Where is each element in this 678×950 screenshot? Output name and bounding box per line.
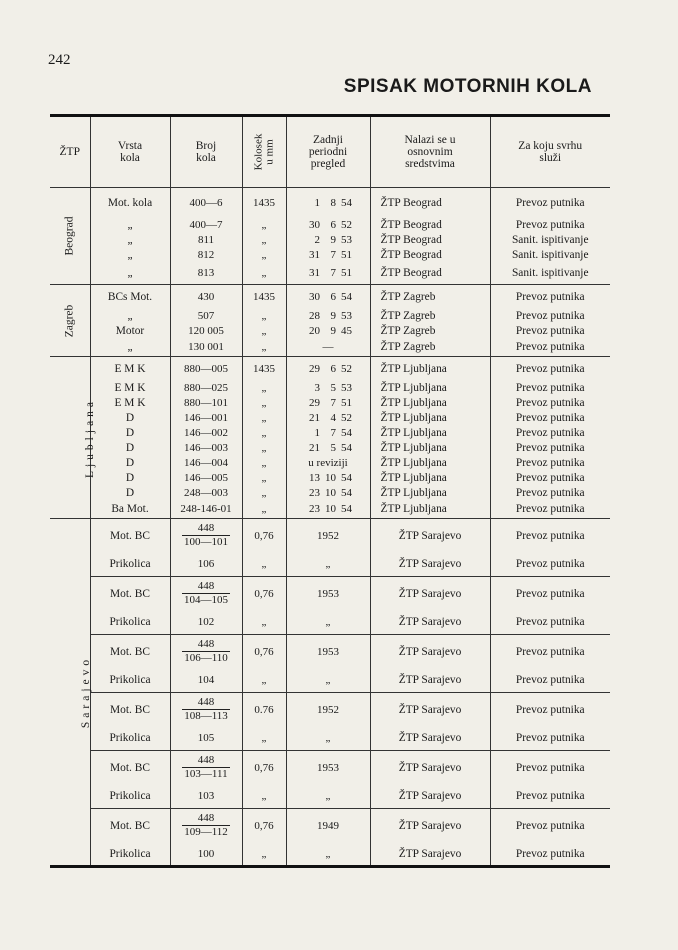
pregled-day: 23 [309, 487, 320, 499]
table-row [50, 411, 610, 426]
broj-cell: 880—005 [170, 357, 242, 381]
svrha-cell: Prevoz putnika [490, 501, 610, 519]
kolosek-cell: „ [242, 396, 286, 411]
table-row [50, 577, 610, 611]
table-row [50, 553, 610, 577]
vrsta-cell: Prikolica [90, 843, 170, 867]
broj-cell: 102 [170, 611, 242, 635]
kolosek-cell: „ [242, 785, 286, 809]
pregled-day: 30 [309, 219, 320, 231]
kolosek-cell: „ [242, 381, 286, 396]
table-row [50, 381, 610, 396]
broj-cell [170, 577, 242, 611]
pregled-cell: — [286, 339, 370, 357]
pregled-cell: „ [286, 611, 370, 635]
vrsta-cell: E M K [90, 396, 170, 411]
pregled-month: 6 [330, 219, 336, 231]
nalazi-cell: ŽTP Beograd [370, 218, 490, 233]
table-row [50, 248, 610, 263]
vrsta-cell: „ [90, 248, 170, 263]
svrha-cell: Prevoz putnika [515, 847, 585, 860]
nalazi-cell: ŽTP Beograd [370, 248, 490, 263]
vrsta-cell: Prikolica [90, 727, 170, 751]
nalazi-cell: ŽTP Zagreb [370, 339, 490, 357]
svrha-cell: Prevoz putnika [515, 310, 585, 322]
svrha-cell: Sanit. ispitivanje [490, 263, 610, 285]
kolosek-cell: „ [242, 611, 286, 635]
nalazi-cell: ŽTP Sarajevo [370, 577, 490, 611]
svrha-cell: Prevoz putnika [515, 645, 585, 658]
nalazi-cell: ŽTP Sarajevo [370, 843, 490, 867]
pregled-cell [286, 285, 370, 309]
broj-numerator: 448 [197, 754, 215, 767]
svrha-cell: Prevoz putnika [515, 819, 585, 832]
svrha-cell: Sanit. ispitivanje [511, 249, 589, 261]
pregled-month: 7 [330, 249, 336, 261]
table-row [50, 324, 610, 339]
svrha-cell: Prevoz putnika [490, 611, 610, 635]
pregled-month: 9 [330, 234, 336, 246]
pregled-cell [286, 381, 370, 396]
pregled-day: 21 [309, 412, 320, 424]
broj-numerator: 448 [197, 638, 215, 651]
table-row [50, 809, 610, 843]
nalazi-cell: ŽTP Zagreb [370, 309, 490, 324]
pregled-cell: 1953 [286, 577, 370, 611]
pregled-month: 10 [325, 472, 336, 484]
table-row [50, 218, 610, 233]
pregled-cell [286, 263, 370, 285]
table-row [50, 785, 610, 809]
pregled-year: 54 [341, 427, 352, 439]
svrha-cell: Prevoz putnika [515, 703, 585, 716]
nalazi-cell: ŽTP Sarajevo [370, 635, 490, 669]
pregled-day: 21 [309, 442, 320, 454]
pregled-year: 54 [341, 472, 352, 484]
table-row [50, 843, 610, 867]
vrsta-cell: D [90, 441, 170, 456]
kolosek-cell: „ [242, 218, 286, 233]
section-ztp-label: Ljubljana [50, 357, 90, 519]
kolosek-cell: „ [242, 411, 286, 426]
vrsta-cell: Ba Mot. [90, 501, 170, 519]
pregled-cell [286, 441, 370, 456]
svrha-cell: Prevoz putnika [515, 761, 585, 774]
vrsta-cell: BCs Mot. [90, 285, 170, 309]
nalazi-cell: ŽTP Ljubljana [370, 357, 490, 381]
nalazi-cell: ŽTP Ljubljana [370, 471, 490, 486]
pregled-year: 54 [341, 503, 352, 516]
nalazi-cell: ŽTP Ljubljana [370, 501, 490, 519]
svrha-cell: Prevoz putnika [490, 727, 610, 751]
section-ztp-label: Beograd [50, 188, 90, 285]
pregled-cell: „ [286, 669, 370, 693]
nalazi-cell: ŽTP Ljubljana [370, 411, 490, 426]
pregled-cell: 1952 [286, 519, 370, 553]
kolosek-cell: 0,76 [242, 577, 286, 611]
pregled-month: 10 [325, 487, 336, 499]
broj-denominator: 104—105 [184, 594, 228, 607]
vrsta-cell: Motor [90, 324, 170, 339]
svrha-cell: Prevoz putnika [515, 529, 585, 542]
pregled-year: 52 [341, 219, 352, 231]
kolosek-cell: „ [242, 441, 286, 456]
table-row [50, 396, 610, 411]
table-row [50, 339, 610, 357]
svrha-cell: Prevoz putnika [515, 325, 585, 337]
vrsta-cell: Prikolica [90, 785, 170, 809]
broj-cell: 248—003 [170, 486, 242, 501]
pregled-cell [286, 357, 370, 381]
kolosek-cell: „ [242, 248, 286, 263]
pregled-cell: „ [286, 843, 370, 867]
vrsta-cell: Prikolica [90, 611, 170, 635]
vrsta-cell: „ [90, 218, 170, 233]
svrha-cell: Prevoz putnika [490, 553, 610, 577]
kolosek-cell: „ [242, 426, 286, 441]
svrha-cell: Prevoz putnika [515, 382, 585, 394]
nalazi-cell: ŽTP Beograd [370, 263, 490, 285]
vrsta-cell: Mot. BC [90, 751, 170, 785]
kolosek-cell: 0,76 [242, 751, 286, 785]
pregled-cell: „ [286, 785, 370, 809]
pregled-day: 31 [309, 267, 320, 280]
svrha-cell: Prevoz putnika [515, 412, 585, 424]
broj-cell: 146—005 [170, 471, 242, 486]
vrsta-cell: „ [90, 263, 170, 285]
table-row [50, 486, 610, 501]
svrha-cell: Prevoz putnika [515, 219, 585, 231]
table-row [50, 233, 610, 248]
broj-cell [170, 751, 242, 785]
pregled-month: 10 [325, 503, 336, 516]
nalazi-cell: ŽTP Ljubljana [370, 486, 490, 501]
pregled-month: 5 [330, 442, 336, 454]
table-row [50, 285, 610, 309]
table-row [50, 727, 610, 751]
pregled-month: 7 [330, 267, 336, 280]
nalazi-cell: ŽTP Ljubljana [370, 426, 490, 441]
kolosek-cell: 0,76 [242, 809, 286, 843]
broj-denominator: 108—113 [184, 710, 228, 723]
pregled-year: 52 [341, 362, 352, 375]
kolosek-cell: „ [242, 486, 286, 501]
broj-cell: 811 [170, 233, 242, 248]
pregled-cell [286, 396, 370, 411]
pregled-month: 9 [330, 325, 336, 337]
pregled-day: 30 [309, 290, 320, 303]
broj-cell [170, 693, 242, 727]
section-ztp-label: Zagreb [50, 285, 90, 357]
svrha-cell: Prevoz putnika [515, 442, 585, 454]
pregled-cell: „ [286, 727, 370, 751]
broj-cell: 146—002 [170, 426, 242, 441]
broj-cell: 880—025 [170, 381, 242, 396]
broj-cell [170, 519, 242, 553]
pregled-year: 51 [341, 397, 352, 409]
svrha-cell: Prevoz putnika [515, 397, 585, 409]
nalazi-cell: ŽTP Sarajevo [370, 693, 490, 727]
pregled-year: 45 [341, 325, 352, 337]
pregled-cell: 1952 [286, 693, 370, 727]
table-row [50, 188, 610, 218]
pregled-year: 53 [341, 234, 352, 246]
header-kolosek: Kolosek u mm [242, 116, 286, 188]
page-number: 242 [48, 52, 71, 68]
svrha-cell: Prevoz putnika [490, 339, 610, 357]
pregled-day: 23 [309, 503, 320, 516]
kolosek-cell: „ [242, 669, 286, 693]
broj-numerator: 448 [197, 580, 215, 593]
header-zadnji: Zadnji periodni pregled [286, 116, 370, 188]
pregled-day: 3 [314, 382, 320, 394]
kolosek-cell: „ [242, 843, 286, 867]
svrha-cell: Prevoz putnika [515, 196, 585, 209]
pregled-day: 20 [309, 325, 320, 337]
pregled-month: 6 [330, 362, 336, 375]
broj-cell: 400—7 [170, 218, 242, 233]
svrha-cell: Prevoz putnika [515, 427, 585, 439]
vrsta-cell: D [90, 471, 170, 486]
pregled-cell [286, 188, 370, 218]
kolosek-cell: 1435 [242, 357, 286, 381]
vrsta-cell: Mot. BC [90, 577, 170, 611]
broj-cell [170, 635, 242, 669]
table-row [50, 471, 610, 486]
broj-numerator: 448 [197, 696, 215, 709]
table-row [50, 309, 610, 324]
pregled-cell: 1949 [286, 809, 370, 843]
svrha-cell: Sanit. ispitivanje [511, 234, 589, 246]
pregled-cell: u reviziji [286, 456, 370, 471]
header-ztp: ŽTP [50, 116, 90, 188]
vrsta-cell: D [90, 456, 170, 471]
nalazi-cell: ŽTP Ljubljana [370, 441, 490, 456]
pregled-cell: 1953 [286, 635, 370, 669]
vrsta-cell: E M K [90, 381, 170, 396]
nalazi-cell: ŽTP Ljubljana [370, 456, 490, 471]
kolosek-cell: „ [242, 456, 286, 471]
kolosek-cell: „ [242, 324, 286, 339]
nalazi-cell: ŽTP Sarajevo [370, 553, 490, 577]
broj-cell: 812 [170, 248, 242, 263]
nalazi-cell: ŽTP Sarajevo [370, 727, 490, 751]
nalazi-cell: ŽTP Sarajevo [370, 809, 490, 843]
kolosek-cell: „ [242, 727, 286, 751]
kolosek-cell: „ [242, 501, 286, 519]
pregled-cell: 1953 [286, 751, 370, 785]
broj-cell: 120 005 [170, 324, 242, 339]
broj-cell: 106 [170, 553, 242, 577]
header-za-koju: Za koju svrhu služi [490, 116, 610, 188]
nalazi-cell: ŽTP Sarajevo [370, 611, 490, 635]
broj-numerator: 448 [197, 812, 215, 825]
pregled-day: 28 [309, 310, 320, 322]
pregled-day: 29 [309, 397, 320, 409]
nalazi-cell: ŽTP Beograd [370, 233, 490, 248]
svrha-cell: Prevoz putnika [490, 669, 610, 693]
table-row [50, 426, 610, 441]
table-row [50, 751, 610, 785]
vrsta-cell: Mot. BC [90, 519, 170, 553]
broj-cell: 248-146-01 [170, 501, 242, 519]
broj-cell: 104 [170, 669, 242, 693]
pregled-cell [286, 486, 370, 501]
pregled-cell [286, 309, 370, 324]
vrsta-cell: „ [90, 339, 170, 357]
pregled-month: 5 [330, 382, 336, 394]
broj-cell: 146—003 [170, 441, 242, 456]
table-row [50, 519, 610, 553]
vrsta-cell: Mot. BC [90, 635, 170, 669]
vrsta-cell: D [90, 411, 170, 426]
pregled-day: 2 [314, 234, 320, 246]
pregled-year: 54 [341, 442, 352, 454]
pregled-year: 53 [341, 310, 352, 322]
table-row [50, 669, 610, 693]
header-nalazi: Nalazi se u osnovnim sredstvima [370, 116, 490, 188]
vrsta-cell: Prikolica [90, 553, 170, 577]
pregled-cell [286, 411, 370, 426]
kolosek-cell: 0,76 [242, 635, 286, 669]
svrha-cell: Prevoz putnika [515, 457, 585, 469]
pregled-day: 1 [314, 427, 320, 439]
table-row [50, 456, 610, 471]
svrha-cell: Prevoz putnika [515, 587, 585, 600]
broj-cell: 400—6 [170, 188, 242, 218]
pregled-day: 31 [309, 249, 320, 261]
pregled-day: 1 [314, 196, 320, 209]
kolosek-cell: „ [242, 263, 286, 285]
pregled-cell [286, 471, 370, 486]
pregled-cell [286, 233, 370, 248]
svrha-cell: Prevoz putnika [490, 785, 610, 809]
broj-cell [170, 809, 242, 843]
pregled-day: 13 [309, 472, 320, 484]
nalazi-cell: ŽTP Sarajevo [370, 785, 490, 809]
svrha-cell: Prevoz putnika [515, 290, 585, 303]
broj-cell: 146—004 [170, 456, 242, 471]
broj-cell: 130 001 [170, 339, 242, 357]
pregled-month: 4 [330, 412, 336, 424]
broj-cell: 813 [170, 263, 242, 285]
nalazi-cell: ŽTP Beograd [370, 188, 490, 218]
vrsta-cell: „ [90, 309, 170, 324]
svrha-cell: Prevoz putnika [515, 487, 585, 499]
table-row [50, 357, 610, 381]
table-row [50, 263, 610, 285]
table-row [50, 611, 610, 635]
pregled-cell: „ [286, 553, 370, 577]
nalazi-cell: ŽTP Sarajevo [370, 519, 490, 553]
motor-cars-table [50, 114, 610, 868]
pregled-cell [286, 218, 370, 233]
kolosek-cell: „ [242, 471, 286, 486]
vrsta-cell: E M K [90, 357, 170, 381]
nalazi-cell: ŽTP Ljubljana [370, 396, 490, 411]
nalazi-cell: ŽTP Sarajevo [370, 751, 490, 785]
header-vrsta: Vrsta kola [90, 116, 170, 188]
vrsta-cell: Prikolica [90, 669, 170, 693]
kolosek-cell: „ [242, 233, 286, 248]
pregled-year: 52 [341, 412, 352, 424]
broj-denominator: 109—112 [184, 826, 228, 839]
vrsta-cell: D [90, 486, 170, 501]
pregled-month: 7 [330, 397, 336, 409]
table-row [50, 693, 610, 727]
pregled-month: 7 [330, 427, 336, 439]
broj-denominator: 100—101 [184, 536, 228, 549]
broj-cell: 103 [170, 785, 242, 809]
vrsta-cell: D [90, 426, 170, 441]
pregled-year: 54 [341, 487, 352, 499]
broj-cell: 100 [170, 843, 242, 867]
broj-cell: 146—001 [170, 411, 242, 426]
kolosek-cell: „ [242, 309, 286, 324]
broj-denominator: 106—110 [184, 652, 228, 665]
pregled-year: 54 [341, 196, 352, 209]
broj-cell: 880—101 [170, 396, 242, 411]
pregled-month: 9 [330, 310, 336, 322]
pregled-cell [286, 501, 370, 519]
kolosek-cell: „ [242, 553, 286, 577]
pregled-year: 54 [341, 290, 352, 303]
pregled-cell [286, 426, 370, 441]
kolosek-cell: 0.76 [242, 693, 286, 727]
pregled-cell [286, 324, 370, 339]
kolosek-cell: 1435 [242, 285, 286, 309]
svrha-cell: Prevoz putnika [515, 472, 585, 484]
page-title: SPISAK MOTORNIH KOLA [343, 76, 592, 97]
nalazi-cell: ŽTP Zagreb [370, 285, 490, 309]
pregled-day: 29 [309, 362, 320, 375]
svrha-cell: Prevoz putnika [515, 362, 585, 375]
kolosek-cell: „ [242, 339, 286, 357]
kolosek-cell: 1435 [242, 188, 286, 218]
pregled-year: 51 [341, 267, 352, 280]
vrsta-cell: „ [90, 233, 170, 248]
table-row [50, 635, 610, 669]
broj-numerator: 448 [197, 522, 215, 535]
pregled-month: 6 [330, 290, 336, 303]
pregled-year: 53 [341, 382, 352, 394]
broj-denominator: 103—111 [184, 768, 228, 781]
nalazi-cell: ŽTP Sarajevo [370, 669, 490, 693]
header-row [50, 116, 610, 188]
pregled-month: 8 [330, 196, 336, 209]
pregled-year: 51 [341, 249, 352, 261]
nalazi-cell: ŽTP Zagreb [370, 324, 490, 339]
broj-cell: 105 [170, 727, 242, 751]
vrsta-cell: Mot. kola [90, 188, 170, 218]
vrsta-cell: Mot. BC [90, 809, 170, 843]
header-broj: Broj kola [170, 116, 242, 188]
broj-cell: 430 [170, 285, 242, 309]
broj-cell: 507 [170, 309, 242, 324]
kolosek-cell: 0,76 [242, 519, 286, 553]
vrsta-cell: Mot. BC [90, 693, 170, 727]
table-row [50, 501, 610, 519]
section-ztp-label: Sarajevo [50, 519, 90, 867]
table-row [50, 441, 610, 456]
nalazi-cell: ŽTP Ljubljana [370, 381, 490, 396]
pregled-cell [286, 248, 370, 263]
